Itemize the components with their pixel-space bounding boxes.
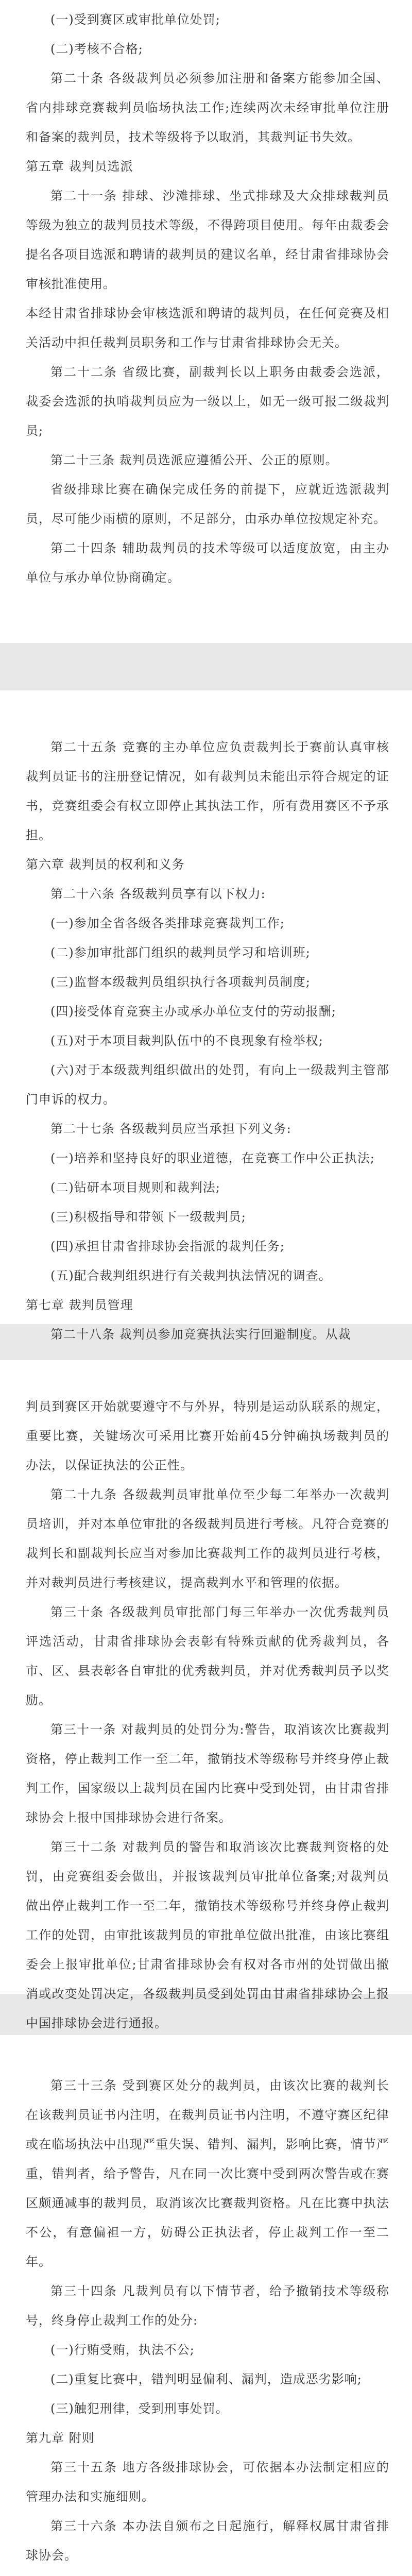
list-item: (四)承担甘肃省排球协会指派的裁判任务; [50, 1239, 285, 1253]
article-paragraph: 第二十九条 各级裁判员审批单位至少每二年举办一次裁判员培训，并对本单位审批的各级裁判员进行考核。凡符合竞赛的裁判长和副裁判长应当对参加比赛裁判工作的裁判员进行考核，并对裁判员进行考核建议，提高裁判水平和管理的依据。 [26, 1487, 389, 1590]
document-page-4 [0, 2035, 412, 2576]
article-paragraph: 第三十二条 对裁判员的警告和取消该次比赛裁判资格的处罚，由竞赛组委会做出，并报该裁判员审批单位备案;对裁判员做出停止裁判工作一至二年，撤销技术等级称号并终身停止裁判工作的处罚，由审批该裁判员的审批单位做出批准，由该比赛组委会上报审批单位;甘肃省排球协会有权对各市州的处罚做出撤消或改变处罚决定，各级裁判员受到处罚由甘肃省排球协会上报中国排球协会进行通报。 [26, 1840, 389, 2030]
chapter-heading: 第六章 裁判员的权利和义务 [26, 857, 185, 872]
document-page-1 [0, 0, 412, 643]
article-paragraph: 第三十三条 受到赛区处分的裁判员，由该次比赛的裁判长在该裁判员证书内注明，在裁判员证书内注明，不遵守赛区纪律或在临场执法中出现严重失误、错判、漏判，影响比赛，情节严重，错判者，给予警告，凡在同一次比赛中受到两次警告或在赛区颇通减事的裁判员，取消该次比赛裁判资格。凡在比赛中执法不公，有意偏袒一方，妨碍公正执法者，停止裁判工作一至二年。 [26, 2078, 389, 2269]
article-paragraph: 第二十七条 各级裁判员应当承担下列义务: [50, 1122, 291, 1136]
list-item: (三)监督本级裁判员组织执行各项裁判员制度; [50, 975, 311, 989]
article-paragraph: 省级排球比赛在确保完成任务的前提下，应就近选派裁判员，尽可能少雨横的原则，不足部分，由承办单位按规定补充。 [26, 482, 389, 526]
article-paragraph: 第二十四条 辅助裁判员的技术等级可以适度放宽，由主办单位与承办单位协商确定。 [26, 541, 389, 585]
article-paragraph: 第三十六条 本办法自颁布之日起施行，解释权属甘肃省排球协会。 [26, 2519, 389, 2563]
article-paragraph: 第三十四条 凡裁判员有以下情节者，给予撤销技术等级称号，终身停止裁判工作的处分: [26, 2284, 389, 2328]
list-item: (三)触犯刑律，受到刑事处罚。 [50, 2401, 229, 2416]
document-page-3 [0, 1360, 412, 2030]
list-item: (四)接受体育竞赛主办或承办单位支付的劳动报酬; [50, 1004, 336, 1019]
article-paragraph: 第三十条 各级裁判员审批部门每三年举办一次优秀裁判员评选活动，甘肃省排球协会表彰有特殊贡献的优秀裁判员，各市、区、县表彰各自审批的优秀裁判员，并对优秀裁判员予以奖励。 [26, 1605, 389, 1707]
article-paragraph: 第二十一条 排球、沙滩排球、坐式排球及大众排球裁判员等级为独立的裁判员技术等级，不得跨项目使用。每年由裁委会提名各项目选派和聘请的裁判员的建议名单，经甘肃省排球协会审核批准使用。 [26, 189, 389, 291]
article-paragraph: 第二十三条 裁判员选派应遵循公开、公正的原则。 [50, 453, 338, 467]
article-paragraph: 第二十条 各级裁判员必须参加注册和备案方能参加全国、省内排球竞赛裁判员临场执法工作;连续两次未经审批单位注册和备案的裁判员，技术等级将予以取消，其裁判证书失效。 [26, 71, 389, 144]
chapter-heading: 判员到赛区开始就要遵守不与外界，特别是运动队联系的规定，重要比赛，关键场次可采用比赛开始前45分钟确执场裁判员的办法，以保证执法的公正性。 [26, 1399, 389, 1472]
chapter-heading: 第五章 裁判员选派 [26, 159, 133, 174]
article-paragraph: 第三十五条 地方各级排球协会，可依据本办法制定相应的管理办法和实施细则。 [26, 2460, 389, 2504]
list-item: (一)行贿受贿，执法不公; [50, 2343, 195, 2357]
article-paragraph: 第二十五条 竞赛的主办单位应负责裁判长于赛前认真审核裁判员证书的注册登记情况，如有裁判员未能出示符合规定的证书，竞赛组委会有权立即停止其执法工作，所有费用赛区不予承担。 [26, 740, 389, 842]
chapter-heading: 第七章 裁判员管理 [26, 1298, 133, 1312]
chapter-heading: 本经甘肃省排球协会审核选派和聘请的裁判员，在任何竞赛及相关活动中担任裁判员职务和工作与甘肃省排球协会无关。 [26, 306, 389, 350]
list-item: (五)配合裁判组织进行有关裁判执法情况的调查。 [50, 1268, 332, 1283]
list-item: (二)钻研本项目规则和裁判法; [50, 1180, 220, 1195]
list-item: (五)对于本项目裁判队伍中的不良现象有检举权; [50, 1033, 323, 1048]
list-item: (一)参加全省各级各类排球竞赛裁判工作; [50, 916, 285, 930]
list-item: (二)考核不合格; [50, 42, 143, 56]
article-paragraph: 第二十八条 裁判员参加竞赛执法实行回避制度。从裁 [50, 1327, 351, 1342]
chapter-heading: 第九章 附则 [26, 2431, 95, 2445]
article-paragraph: 第二十六条 各级裁判员享有以下权力: [50, 887, 266, 901]
list-item: (二)重复比赛中，错判明显偏利、漏判，造成恶劣影响; [50, 2372, 362, 2386]
list-item: (一)培养和坚持良好的职业道德，在竞赛工作中公正执法; [50, 1151, 375, 1165]
article-paragraph: 第三十一条 对裁判员的处罚分为:警告，取消该次比赛裁判资格，停止裁判工作一至二年，撤销技术等级称号并终身停止裁判工作，国家级以上裁判员在国内比赛中受到处罚，由甘肃省排球协会上报中国排球协会进行备案。 [26, 1722, 389, 1825]
list-item: (二)参加审批部门组织的裁判员学习和培训班; [50, 945, 311, 960]
article-paragraph: 第二十二条 省级比赛，副裁判长以上职务由裁委会选派，裁委会选派的执哨裁判员应为一级以上，如无一级可报二级裁判员; [26, 365, 389, 438]
list-item: (三)积极指导和带领下一级裁判员; [50, 1210, 246, 1224]
list-item: (一)受到赛区或审批单位处罚; [50, 12, 220, 27]
list-item: (六)对于本级裁判组织做出的处罚，有向上一级裁判主管部门申诉的权力。 [26, 1063, 389, 1107]
document-page-2 [0, 690, 412, 1342]
